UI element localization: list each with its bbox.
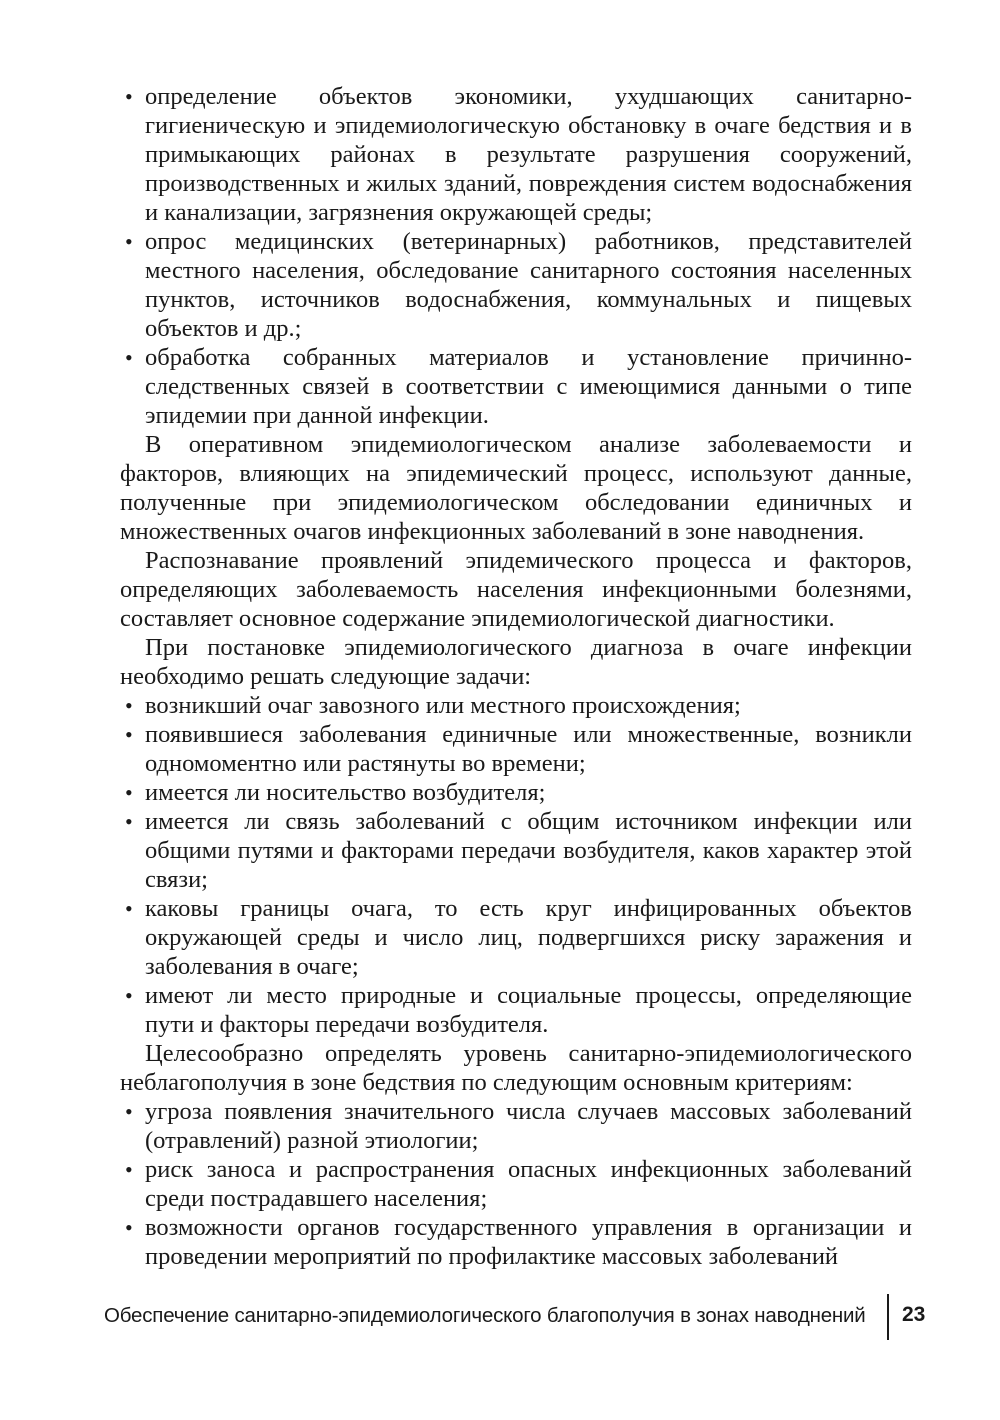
bullet-icon: • (125, 84, 133, 109)
list-item (120, 807, 912, 894)
bullet-list-survey-steps (120, 82, 912, 430)
bullet-icon: • (125, 1157, 133, 1182)
list-item-text: возможности органов государственного управления в организации и проведении мероприятий по профилактике массовых заболеваний (145, 1214, 912, 1270)
list-item (120, 981, 912, 1039)
paragraph-diagnosis-tasks: При постановке эпидемиологического диагноза в очаге инфекции необходимо решать следующие задачи: (120, 634, 912, 690)
bullet-list-diagnosis-tasks (120, 691, 912, 1039)
list-item-text: определение объектов экономики, ухудшающих санитарно-гигиеническую и эпидемиологическую обстановку в очаге бедствия и в примыкающих районах в результате разрушения сооружений, производственных и жилых зданий, повреждения систем водоснабжения и канализации, загрязнения окружающей среды; (145, 83, 912, 226)
list-item-text: каковы границы очага, то есть круг инфицированных объектов окружающей среды и число лиц, подвергшихся риску заражения и заболевания в очаге; (145, 895, 912, 980)
bullet-icon: • (125, 1215, 133, 1240)
list-item-text: угроза появления значительного числа случаев массовых заболеваний (отравлений) разной этиологии; (145, 1098, 912, 1154)
list-item-text: имеют ли место природные и социальные процессы, определяющие пути и факторы передачи возбудителя. (145, 982, 912, 1038)
paragraph-operational-analysis: В оперативном эпидемиологическом анализе заболеваемости и факторов, влияющих на эпидемический процесс, используют данные, полученные при эпидемиологическом обследовании единичных и множественных очагов инфекционных заболеваний в зоне наводнения. (120, 431, 912, 545)
bullet-icon: • (125, 896, 133, 921)
footer-divider (887, 1294, 889, 1340)
paragraph-diagnostics: Распознавание проявлений эпидемического процесса и факторов, определяющих заболеваемость населения инфекционными болезнями, составляет основное содержание эпидемиологической диагностики. (120, 547, 912, 632)
bullet-icon: • (125, 983, 133, 1008)
bullet-icon: • (125, 693, 133, 718)
list-item (120, 1097, 912, 1155)
page-number: 23 (902, 1303, 926, 1326)
footer-title: Обеспечение санитарно-эпидемиологического благополучия в зонах наводнений (104, 1304, 866, 1327)
list-item-text: опрос медицинских (ветеринарных) работников, представителей местного населения, обследование санитарного состояния населенных пунктов, источников водоснабжения, коммунальных и пищевых объектов и др.; (145, 228, 912, 342)
list-item (120, 82, 912, 227)
bullet-icon: • (125, 229, 133, 254)
running-footer (104, 1294, 934, 1340)
list-item-text: имеется ли носительство возбудителя; (145, 779, 546, 806)
list-item-text: обработка собранных материалов и установление причинно-следственных связей в соответствии с имеющимися данными о типе эпидемии при данной инфекции. (145, 344, 912, 429)
list-item (120, 1213, 912, 1271)
list-item (120, 1155, 912, 1213)
page-body (120, 82, 912, 1271)
list-item (120, 691, 912, 720)
list-item (120, 778, 912, 807)
bullet-icon: • (125, 722, 133, 747)
bullet-icon: • (125, 345, 133, 370)
list-item (120, 227, 912, 343)
bullet-icon: • (125, 809, 133, 834)
paragraph-criteria: Целесообразно определять уровень санитарно-эпидемиологического неблагополучия в зоне бедствия по следующим основным критериям: (120, 1040, 912, 1096)
bullet-icon: • (125, 1099, 133, 1124)
list-item (120, 894, 912, 981)
list-item (120, 720, 912, 778)
list-item-text: появившиеся заболевания единичные или множественные, возникли одномоментно или растянуты во времени; (145, 721, 912, 777)
list-item-text: имеется ли связь заболеваний с общим источником инфекции или общими путями и факторами передачи возбудителя, каков характер этой связи; (145, 808, 912, 893)
bullet-icon: • (125, 780, 133, 805)
bullet-list-criteria (120, 1097, 912, 1271)
list-item (120, 343, 912, 430)
list-item-text: возникший очаг завозного или местного происхождения; (145, 692, 741, 719)
list-item-text: риск заноса и распространения опасных инфекционных заболеваний среди пострадавшего населения; (145, 1156, 912, 1212)
